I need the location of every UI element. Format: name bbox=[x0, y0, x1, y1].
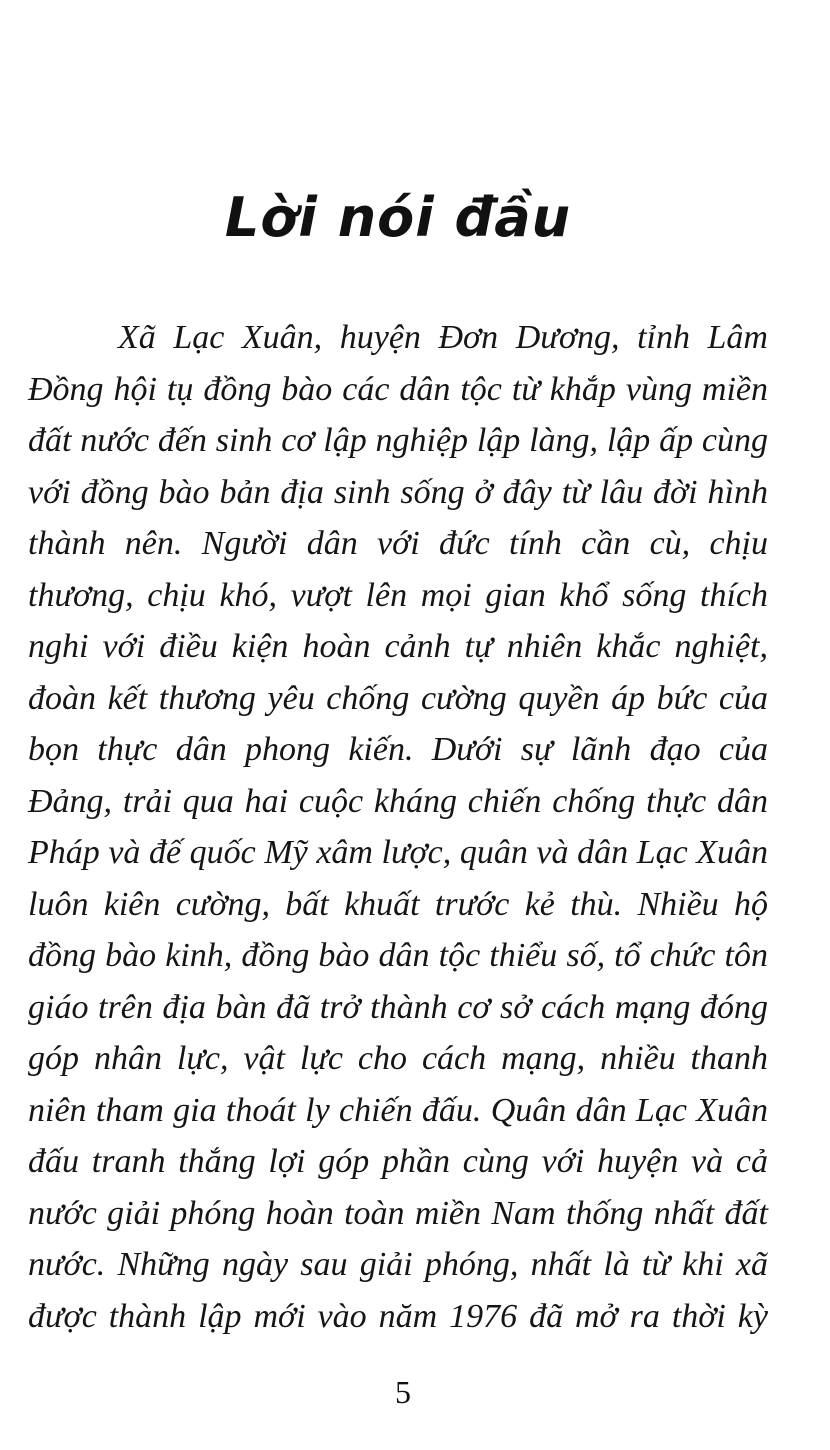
text-line: nước. Những ngày sau giải phóng, nhất là từ khi xã bbox=[28, 1246, 768, 1283]
text-line: đoàn kết thương yêu chống cường quyền áp bức của bbox=[28, 679, 768, 717]
text-line: đồng bào kinh, đồng bào dân tộc thiểu số, tổ chức tôn bbox=[28, 937, 768, 974]
text-line: thương, chịu khó, vượt lên mọi gian khổ sống thích bbox=[28, 576, 768, 614]
text-line: đất nước đến sinh cơ lập nghiệp lập làng, lập ấp cùng bbox=[28, 422, 768, 459]
text-line: Xã Lạc Xuân, huyện Đơn Dương, tỉnh Lâm bbox=[118, 319, 768, 356]
page-title: Lời nói đầu bbox=[224, 186, 572, 249]
text-line: bọn thực dân phong kiến. Dưới sự lãnh đạo của bbox=[28, 731, 768, 768]
text-line: Đảng, trải qua hai cuộc kháng chiến chống thực dân bbox=[28, 782, 768, 820]
text-line: Pháp và đế quốc Mỹ xâm lược, quân và dân Lạc Xuân bbox=[28, 834, 768, 871]
text-line: nghi với điều kiện hoàn cảnh tự nhiên khắc nghiệt, bbox=[28, 628, 768, 665]
text-line: nước giải phóng hoàn toàn miền Nam thống nhất đất bbox=[28, 1194, 768, 1232]
text-line: góp nhân lực, vật lực cho cách mạng, nhiều thanh bbox=[28, 1040, 768, 1077]
text-line: đấu tranh thắng lợi góp phần cùng với huyện và cả bbox=[28, 1143, 768, 1180]
text-line: thành nên. Người dân với đức tính cần cù, chịu bbox=[28, 525, 768, 562]
text-line: niên tham gia thoát ly chiến đấu. Quân dân Lạc Xuân bbox=[28, 1091, 768, 1129]
text-line: giáo trên địa bàn đã trở thành cơ sở cách mạng đóng bbox=[28, 988, 768, 1026]
text-line: Đồng hội tụ đồng bào các dân tộc từ khắp vùng miền bbox=[28, 370, 768, 408]
text-line: với đồng bào bản địa sinh sống ở đây từ lâu đời hình bbox=[28, 473, 768, 511]
text-line: được thành lập mới vào năm 1976 đã mở ra thời kỳ bbox=[28, 1297, 768, 1335]
body-paragraph bbox=[28, 312, 768, 1342]
text-line: luôn kiên cường, bất khuất trước kẻ thù. Nhiều hộ bbox=[28, 885, 768, 923]
page-number: 5 bbox=[395, 1374, 411, 1410]
